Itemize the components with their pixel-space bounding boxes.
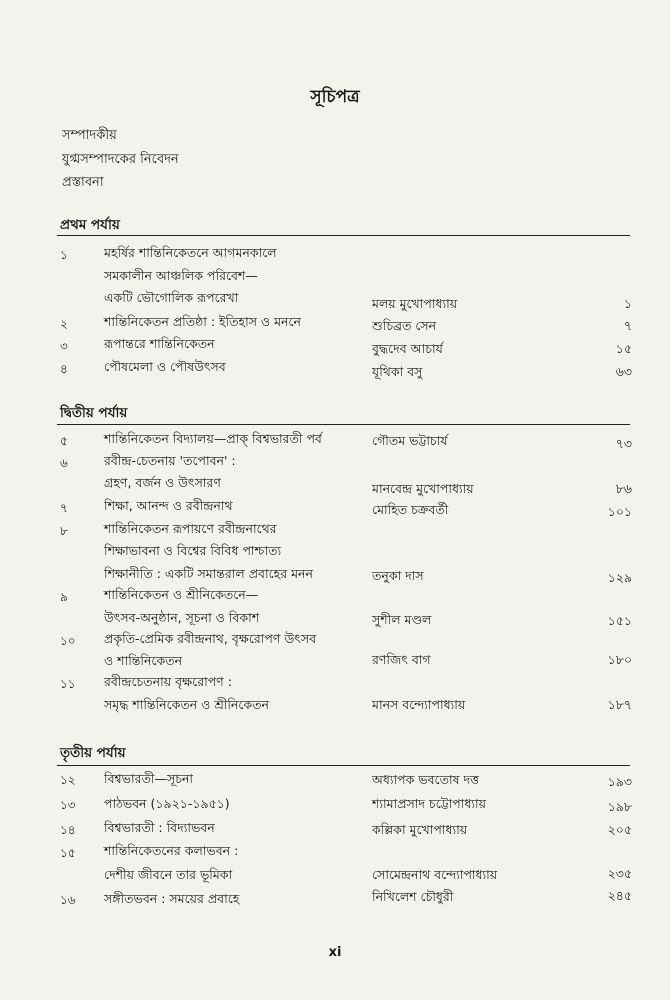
entry-page: ১৮০ bbox=[607, 652, 632, 667]
entry-number: ৯ bbox=[60, 590, 68, 604]
entry-author: মলয় মুখোপাধ্যায় bbox=[372, 296, 458, 311]
entry-page: ৭৩ bbox=[615, 436, 632, 451]
entry-author: অধ্যাপক ভবতোষ দত্ত bbox=[372, 772, 479, 787]
entry-page: ১২৯ bbox=[607, 570, 632, 585]
entry-number: ৩ bbox=[60, 339, 68, 353]
entry-title-line: ও শান্তিনিকেতন bbox=[104, 653, 183, 668]
entry-title-line: গ্রহণ, বর্জন ও উৎসারণ bbox=[104, 475, 221, 490]
entry-number: ৮ bbox=[60, 524, 68, 538]
entry-author: সুশীল মণ্ডল bbox=[372, 612, 432, 627]
entry-title-line: শান্তিনিকেতনের কলাভবন : bbox=[104, 843, 239, 858]
entry-page: ৭ bbox=[623, 318, 632, 333]
section-divider bbox=[57, 424, 630, 425]
entry-page: ১০১ bbox=[607, 504, 632, 519]
front-matter-item: প্রস্তাবনা bbox=[62, 175, 104, 190]
entry-title-line: রূপান্তরে শান্তিনিকেতন bbox=[104, 336, 215, 351]
entry-number: ১২ bbox=[60, 773, 76, 787]
entry-title-line: শান্তিনিকেতন ও শ্রীনিকেতনে— bbox=[104, 587, 259, 602]
page-number: xi bbox=[328, 945, 342, 960]
entry-author: রণজিৎ বাগ bbox=[372, 652, 431, 667]
entry-author: মোহিত চক্রবর্তী bbox=[372, 502, 449, 517]
entry-page: ১৯৮ bbox=[607, 799, 632, 814]
section-heading: তৃতীয় পর্যায় bbox=[60, 745, 126, 761]
section-heading: দ্বিতীয় পর্যায় bbox=[60, 405, 128, 421]
entry-title-line: দেশীয় জীবনে তার ভূমিকা bbox=[104, 867, 233, 882]
entry-title-line: সমৃদ্ধ শান্তিনিকেতন ও শ্রীনিকেতন bbox=[104, 697, 269, 712]
entry-title-line: রবীন্দ্র-চেতনায় 'তপোবন' : bbox=[104, 453, 236, 468]
entry-title-line: শিক্ষা, আনন্দ ও রবীন্দ্রনাথ bbox=[104, 498, 233, 513]
entry-author: বুদ্ধদেব আচার্য bbox=[372, 341, 443, 356]
entry-page: ২৪৫ bbox=[607, 888, 632, 903]
entry-title-line: শিক্ষাভাবনা ও বিশ্বের বিবিধ পাশ্চাত্য bbox=[104, 543, 282, 558]
entry-number: ১৩ bbox=[60, 798, 76, 812]
entry-number: ১০ bbox=[60, 634, 76, 648]
entry-author: তনুকা দাস bbox=[372, 568, 424, 583]
section-divider bbox=[57, 765, 630, 766]
entry-page: ২৩৫ bbox=[607, 866, 632, 881]
entry-author: নিখিলেশ চৌধুরী bbox=[372, 889, 454, 904]
entry-page: ৬৩ bbox=[615, 364, 632, 379]
entry-number: ১৪ bbox=[60, 823, 76, 837]
entry-title-line: মহর্ষির শান্তিনিকেতনে আগমনকালে bbox=[104, 245, 277, 260]
entry-title-line: প্রকৃতি-প্রেমিক রবীন্দ্রনাথ, বৃক্ষরোপণ উৎসব bbox=[104, 631, 317, 646]
entry-page: ১৫১ bbox=[607, 613, 632, 628]
entry-page: ১ bbox=[623, 296, 632, 311]
entry-author: যূথিকা বসু bbox=[372, 364, 423, 379]
entry-title-line: সঙ্গীতভবন : সময়ের প্রবাহে bbox=[104, 891, 240, 906]
entry-number: ২ bbox=[60, 317, 68, 331]
entry-author: কল্লিকা মুখোপাধ্যায় bbox=[372, 822, 468, 837]
entry-author: মানবেন্দ্র মুখোপাধ্যায় bbox=[372, 481, 474, 496]
entry-number: ৪ bbox=[60, 362, 68, 376]
entry-title-line: বিশ্বভারতী : বিদ্যাভবন bbox=[104, 820, 215, 835]
front-matter-item: সম্পাদকীয় bbox=[62, 128, 117, 143]
entry-page: ১৫ bbox=[615, 341, 632, 356]
entry-page: ১৯৩ bbox=[607, 774, 632, 789]
entry-page: ৮৬ bbox=[615, 481, 632, 496]
entry-number: ৬ bbox=[60, 456, 68, 470]
entry-number: ১ bbox=[60, 248, 68, 262]
entry-title-line: শান্তিনিকেতন বিদ্যালয়—প্রাক্ বিশ্বভারতী পর্ব bbox=[104, 431, 322, 446]
entry-page: ১৮৭ bbox=[607, 697, 632, 712]
entry-title-line: রবীন্দ্রচেতনায় বৃক্ষরোপণ : bbox=[104, 674, 232, 689]
entry-author: শুচিব্রত সেন bbox=[372, 318, 437, 333]
entry-author: গৌতম ভট্টাচার্য bbox=[372, 433, 448, 448]
entry-page: ২০৫ bbox=[607, 822, 632, 837]
entry-author: মানস বন্দ্যোপাধ্যায় bbox=[372, 697, 466, 712]
entry-title-line: শান্তিনিকেতন রূপায়ণে রবীন্দ্রনাথের bbox=[104, 521, 277, 536]
front-matter-item: যুগ্মসম্পাদকের নিবেদন bbox=[62, 152, 179, 167]
section-heading: প্রথম পর্যায় bbox=[60, 217, 120, 233]
entry-author: সোমেন্দ্রনাথ বন্দ্যোপাধ্যায় bbox=[372, 867, 498, 882]
entry-title-line: বিশ্বভারতী—সূচনা bbox=[104, 771, 194, 786]
section-divider bbox=[57, 235, 630, 236]
entry-title-line: একটি ভৌগোলিক রূপরেখা bbox=[104, 290, 239, 305]
page-title: সূচিপত্র bbox=[310, 87, 360, 107]
entry-number: ৫ bbox=[60, 434, 68, 448]
entry-author: শ্যামাপ্রসাদ চট্টোপাধ্যায় bbox=[372, 796, 486, 811]
entry-number: ১৬ bbox=[60, 893, 76, 907]
entry-number: ১৫ bbox=[60, 846, 76, 860]
entry-title-line: শান্তিনিকেতন প্রতিষ্ঠা : ইতিহাস ও মননে bbox=[104, 314, 301, 329]
entry-title-line: পাঠভবন (১৯২১-১৯৫১) bbox=[104, 796, 230, 811]
entry-title-line: শিক্ষানীতি : একটি সমান্তরাল প্রবাহের মনন bbox=[104, 566, 313, 581]
entry-title-line: পৌষমেলা ও পৌষউৎসব bbox=[104, 359, 226, 374]
entry-title-line: উৎসব-অনুষ্ঠান, সূচনা ও বিকাশ bbox=[104, 610, 260, 625]
entry-number: ১১ bbox=[60, 677, 76, 691]
entry-number: ৭ bbox=[60, 501, 68, 515]
entry-title-line: সমকালীন আঞ্চলিক পরিবেশ— bbox=[104, 268, 258, 283]
